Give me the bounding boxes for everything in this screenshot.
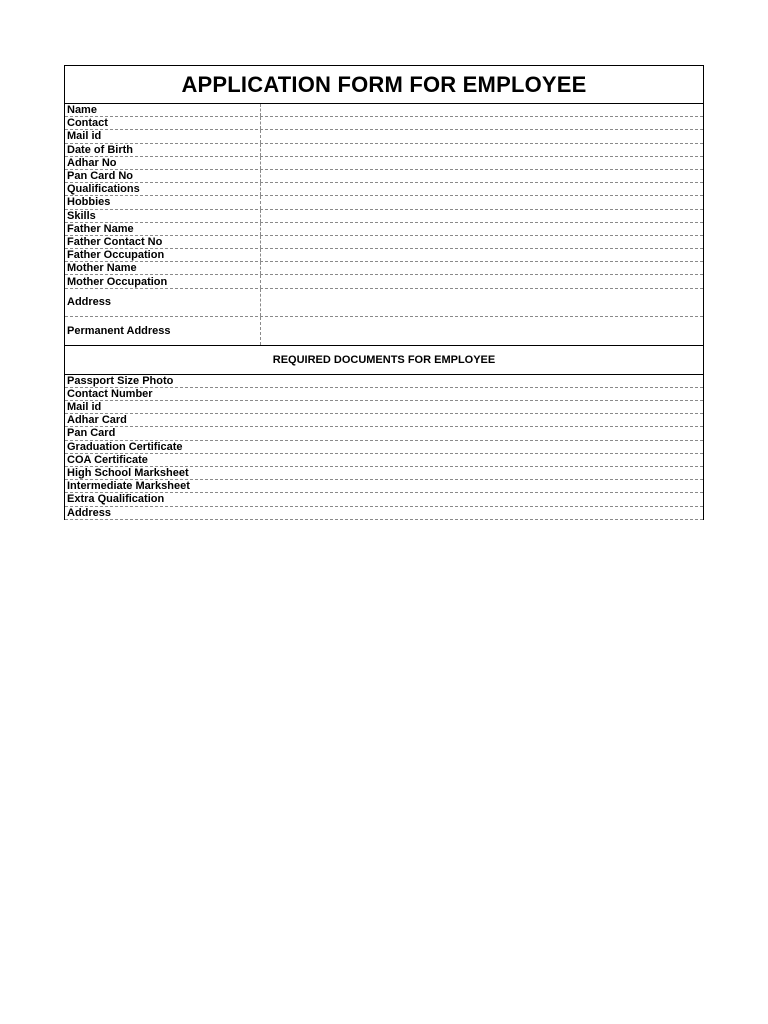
form-row — [65, 196, 703, 209]
field-label-date-of-birth: Date of Birth — [65, 144, 261, 156]
document-label: Graduation Certificate — [67, 440, 183, 453]
document-label: Address — [67, 506, 112, 519]
documents-list — [65, 375, 703, 520]
document-label: Passport Size Photo — [67, 374, 174, 387]
field-label-mother-name: Mother Name — [65, 262, 261, 274]
form-row — [65, 210, 703, 223]
form-row — [65, 144, 703, 157]
document-label: Contact Number — [67, 387, 153, 400]
list-item — [65, 441, 703, 454]
personal-details-table — [65, 104, 703, 346]
field-value-name[interactable] — [261, 104, 703, 116]
document-label: Mail id — [67, 401, 102, 414]
form-row — [65, 157, 703, 170]
field-value-permanent-address[interactable] — [261, 317, 703, 345]
document-label: COA Certificate — [67, 453, 148, 466]
list-item — [65, 427, 703, 440]
form-row — [65, 236, 703, 249]
field-label-mother-occupation: Mother Occupation — [65, 275, 261, 287]
field-label-pan-card-no: Pan Card No — [65, 170, 261, 182]
form-title: APPLICATION FORM FOR EMPLOYEE — [65, 66, 703, 104]
field-label-adhar-no: Adhar No — [65, 157, 261, 169]
field-value-hobbies[interactable] — [261, 196, 703, 208]
document-label: Extra Qualification — [67, 493, 165, 506]
form-row — [65, 170, 703, 183]
form-row — [65, 262, 703, 275]
field-label-father-occupation: Father Occupation — [65, 249, 261, 261]
field-label-qualifications: Qualifications — [65, 183, 261, 195]
field-label-hobbies: Hobbies — [65, 196, 261, 208]
field-value-mother-occupation[interactable] — [261, 275, 703, 287]
form-row — [65, 117, 703, 130]
field-label-mail-id: Mail id — [65, 130, 261, 142]
field-label-address: Address — [65, 289, 261, 317]
list-item — [65, 467, 703, 480]
document-label: Pan Card — [67, 427, 116, 440]
field-value-mail-id[interactable] — [261, 130, 703, 142]
list-item — [65, 388, 703, 401]
document-label: Intermediate Marksheet — [67, 480, 190, 493]
list-item — [65, 414, 703, 427]
list-item — [65, 375, 703, 388]
field-label-father-name: Father Name — [65, 223, 261, 235]
field-value-adhar-no[interactable] — [261, 157, 703, 169]
field-value-father-name[interactable] — [261, 223, 703, 235]
application-form — [64, 65, 704, 520]
field-value-qualifications[interactable] — [261, 183, 703, 195]
field-label-contact: Contact — [65, 117, 261, 129]
field-value-contact[interactable] — [261, 117, 703, 129]
list-item — [65, 401, 703, 414]
form-row — [65, 317, 703, 346]
document-label: High School Marksheet — [67, 467, 189, 480]
form-row — [65, 275, 703, 288]
field-value-date-of-birth[interactable] — [261, 144, 703, 156]
list-item — [65, 480, 703, 493]
form-row — [65, 183, 703, 196]
field-value-pan-card-no[interactable] — [261, 170, 703, 182]
field-value-mother-name[interactable] — [261, 262, 703, 274]
field-value-father-occupation[interactable] — [261, 249, 703, 261]
form-row — [65, 249, 703, 262]
field-value-skills[interactable] — [261, 210, 703, 222]
field-value-address[interactable] — [261, 289, 703, 317]
field-label-name: Name — [65, 104, 261, 116]
form-row — [65, 130, 703, 143]
list-item — [65, 493, 703, 506]
field-label-skills: Skills — [65, 210, 261, 222]
documents-heading: REQUIRED DOCUMENTS FOR EMPLOYEE — [65, 346, 703, 375]
field-value-father-contact-no[interactable] — [261, 236, 703, 248]
list-item — [65, 454, 703, 467]
field-label-permanent-address: Permanent Address — [65, 317, 261, 345]
form-row — [65, 104, 703, 117]
form-row — [65, 223, 703, 236]
document-label: Adhar Card — [67, 414, 127, 427]
field-label-father-contact-no: Father Contact No — [65, 236, 261, 248]
form-row — [65, 289, 703, 318]
list-item — [65, 507, 703, 520]
